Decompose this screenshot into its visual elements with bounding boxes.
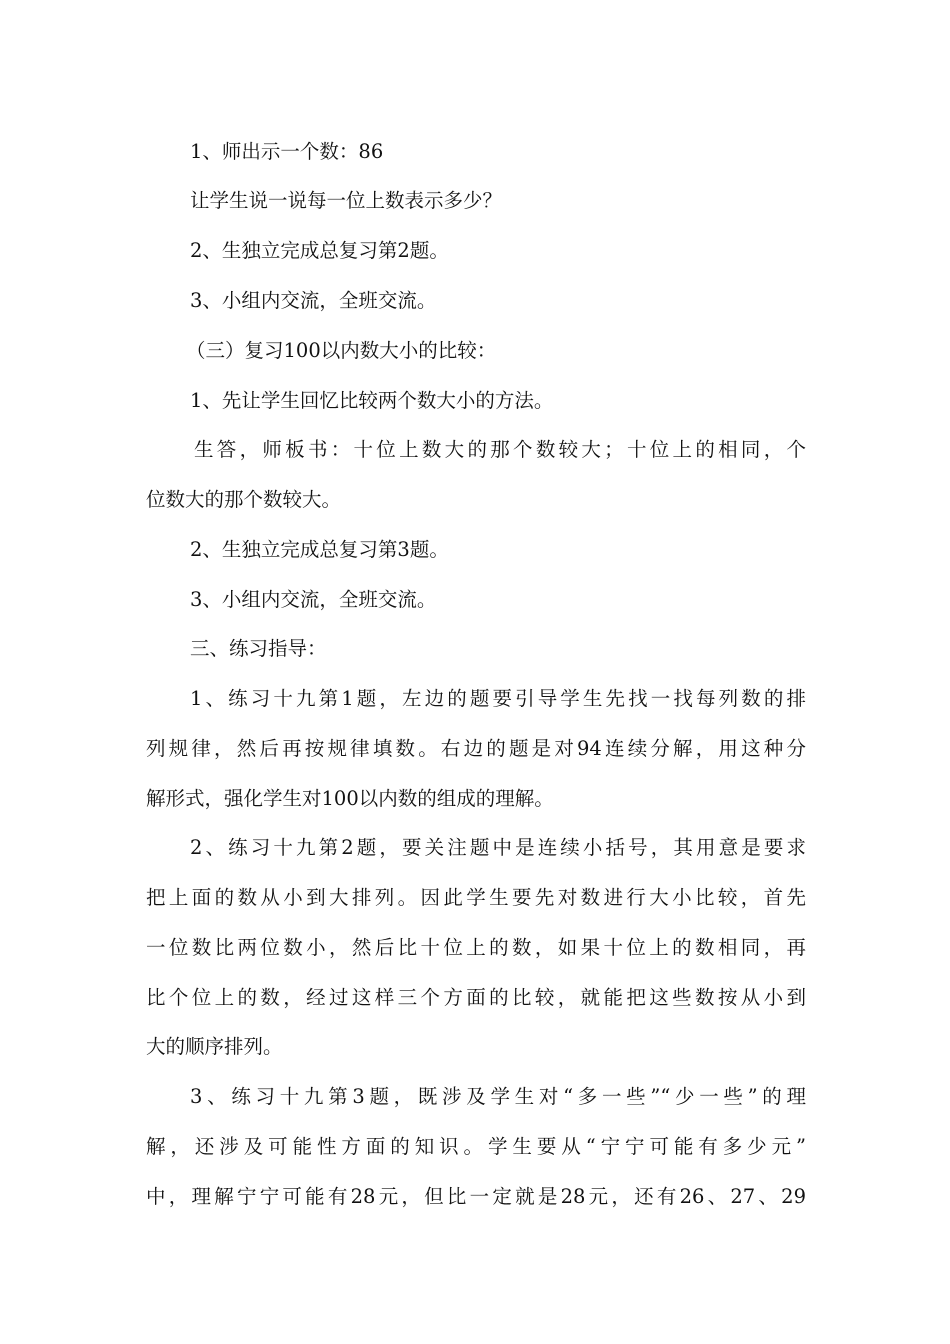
text-line: 解，还涉及可能性方面的知识。学生要从“宁宁可能有多少元” (146, 1135, 806, 1158)
text-line: 1、练习十九第1题，左边的题要引导学生先找一找每列数的排 (190, 687, 806, 710)
text-line: 生答，师板书：十位上数大的那个数较大；十位上的相同，个 (194, 438, 806, 461)
section-heading: 三、练习指导： (190, 637, 327, 660)
text-line: 2、生独立完成总复习第3题。 (190, 538, 449, 561)
text-line: 列规律，然后再按规律填数。右边的题是对94连续分解，用这种分 (146, 737, 806, 760)
section-heading: （三）复习100以内数大小的比较： (186, 339, 497, 362)
text-line: 1、师出示一个数：86 (190, 140, 384, 163)
text-line: 1、先让学生回忆比较两个数大小的方法。 (190, 389, 554, 412)
text-line: 位数大的那个数较大。 (146, 488, 342, 511)
text-line: 让学生说一说每一位上数表示多少？ (190, 189, 503, 212)
text-line: 3、练习十九第3题，既涉及学生对“多一些”“少一些”的理 (190, 1085, 806, 1108)
text-line: 2、生独立完成总复习第2题。 (190, 239, 449, 262)
text-line: 中，理解宁宁可能有28元，但比一定就是28元，还有26、27、29 (146, 1185, 806, 1208)
text-line: 一位数比两位数小，然后比十位上的数，如果十位上的数相同，再 (146, 936, 806, 959)
text-line: 大的顺序排列。 (146, 1035, 283, 1058)
text-line: 3、小组内交流，全班交流。 (190, 289, 437, 312)
text-line: 2、练习十九第2题，要关注题中是连续小括号，其用意是要求 (190, 836, 806, 859)
text-line: 把上面的数从小到大排列。因此学生要先对数进行大小比较，首先 (146, 886, 806, 909)
text-line: 3、小组内交流，全班交流。 (190, 588, 437, 611)
text-line: 比个位上的数，经过这样三个方面的比较，就能把这些数按从小到 (146, 986, 806, 1009)
text-line: 解形式，强化学生对100以内数的组成的理解。 (146, 787, 554, 810)
